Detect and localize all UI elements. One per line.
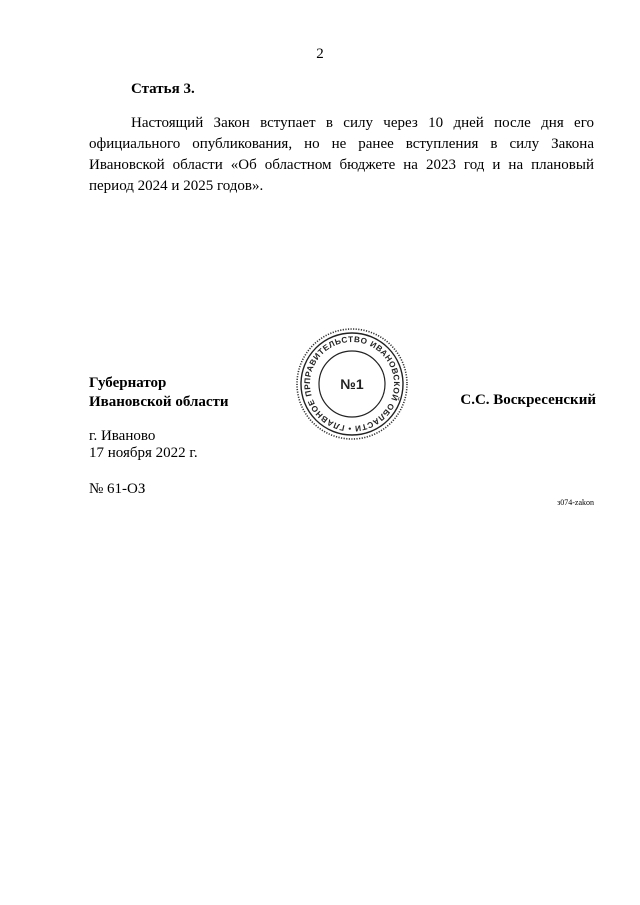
page-number: 2 <box>316 46 324 62</box>
stamp-ring-text: ПРАВИТЕЛЬСТВО ИВАНОВСКОЙ ОБЛАСТИ • ГЛАВНОЕ ПР <box>302 334 402 434</box>
signing-date: 17 ноября 2022 г. <box>89 445 198 461</box>
article-body: Настоящий Закон вступает в силу через 10 дней после дня его официального опубликования, но не ранее вступления в силу Закона Ивановской области «Об областном бюджете на 2023 год и на плановый период 2024 и 2025 годов». <box>89 115 594 194</box>
signer-title <box>89 374 229 412</box>
stamp <box>294 326 410 442</box>
article-title: Статья 3. <box>131 81 195 97</box>
stamp-seal <box>294 326 410 442</box>
file-code: з074-zakon <box>557 498 594 507</box>
place-and-date <box>89 428 198 462</box>
stamp-number: №1 <box>340 376 364 392</box>
signer-title-line2: Ивановской области <box>89 394 229 410</box>
signer-title-line1: Губернатор <box>89 375 167 391</box>
city: г. Иваново <box>89 428 156 444</box>
law-number: № 61-ОЗ <box>89 481 146 497</box>
signer-name: С.С. Воскресенский <box>460 392 596 408</box>
